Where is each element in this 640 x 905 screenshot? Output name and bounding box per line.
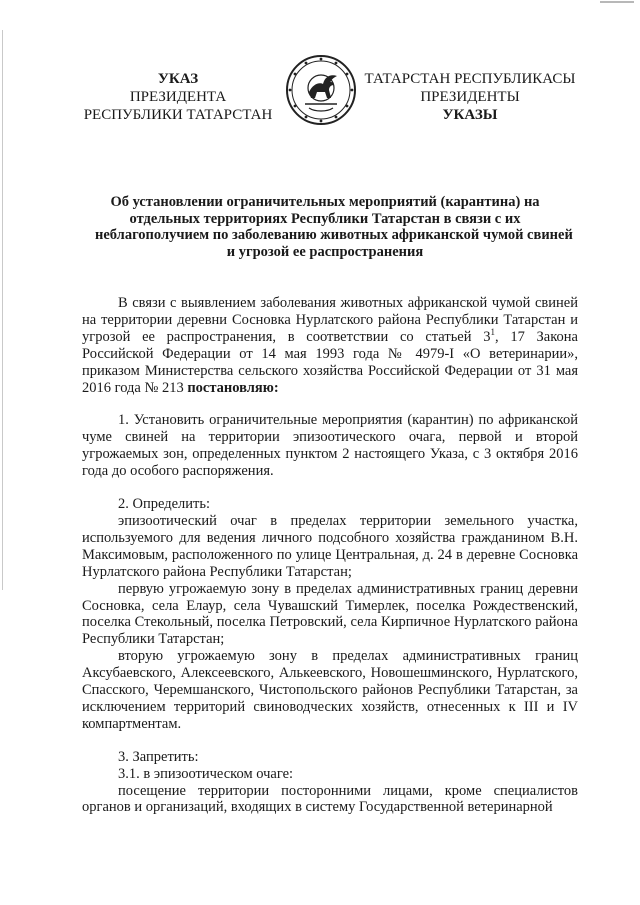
header-right-block (360, 70, 580, 124)
header-left-block (78, 70, 278, 124)
header-right-line-3: УКАЗЫ (442, 107, 498, 123)
decree-title (95, 194, 573, 260)
preamble-text-2: , 17 Закона Российской Федерации от 14 мая 1993 года № 4979-I «О ветеринарии», приказом Министерства сельского хозяйства Российской Федерации от 31 мая 2016 года № 213 (82, 328, 578, 396)
section-3-1-heading: 3.1. в эпизоотическом очаге: (118, 765, 294, 782)
header-left-line-2: ПРЕЗИДЕНТА (129, 89, 227, 105)
title-line-4: и угрозой ее распространения (226, 243, 424, 260)
section-3-1-paragraph: посещение территории посторонними лицами, кроме специалистов органов и организаций, входящих в систему Государственной ветеринарной (82, 782, 578, 816)
section-2-zone2-paragraph: вторую угрожаемую зону в пределах административных границ Аксубаевского, Алексеевского, Алькеевского, Новошешминского, Нурлатского, Спасского, Черемшанского, Чистопольского районов Республики Татарстан, за исключением территорий свиноводческих хозяйств, отнесенных к III и IV компартментам. (82, 648, 578, 732)
title-line-2: отдельных территориях Республики Татарстан в связи с их (129, 210, 521, 227)
section-2-zone1-paragraph: первую угрожаемую зону в пределах административных границ деревни Сосновка, села Елаур, села Чувашский Тимерлек, поселка Рождественский, поселка Стекольный, поселка Петровский, села Кирпичное Нурлатского района Республики Татарстан; (82, 580, 578, 648)
section-3-heading: 3. Запретить: (118, 748, 199, 765)
header-right-line-1: ТАТАРСТАН РЕСПУБЛИКАСЫ (364, 71, 576, 87)
header-left-line-1: УКАЗ (157, 71, 199, 87)
preamble-resolve-word: постановляю: (187, 379, 279, 396)
title-line-3: неблагополучием по заболеванию животных африканской чумой свиней (95, 227, 573, 243)
section-2-focus-paragraph: эпизоотический очаг в пределах территории земельного участка, используемого для ведения личного подсобного хозяйства гражданином В.Н. Максимовым, расположенного по улице Центральная, д. 24 в деревне Сосновка Нурлатского района Республики Татарстан; (82, 512, 578, 580)
coat-of-arms-tatarstan-icon (285, 54, 357, 126)
scan-edge-line (2, 30, 3, 590)
preamble-text-1: В связи с выявлением заболевания животных африканской чумой свиней на территории деревни Сосновка Нурлатского района Республики Татарстан и угрозой ее распространения, в соответствии со статьей 3 (82, 295, 578, 345)
title-line-1: Об установлении ограничительных мероприятий (карантина) на (110, 194, 540, 210)
header-right-line-2: ПРЕЗИДЕНТЫ (420, 89, 520, 105)
decree-body (82, 295, 578, 816)
preamble-paragraph (82, 295, 578, 396)
section-1-paragraph: 1. Установить ограничительные мероприятия (карантин) по африканской чуме свиней на территории эпизоотического очага, первой и второй угрожаемых зон, определенных пунктом 2 настоящего Указа, с 3 октября 2016 года до особого распоряжения. (82, 412, 578, 480)
header-left-line-3: РЕСПУБЛИКИ ТАТАРСТАН (83, 107, 273, 123)
section-2-heading: 2. Определить: (118, 496, 211, 513)
scan-corner-mark (600, 1, 634, 3)
preamble-superscript: 1 (490, 326, 495, 337)
